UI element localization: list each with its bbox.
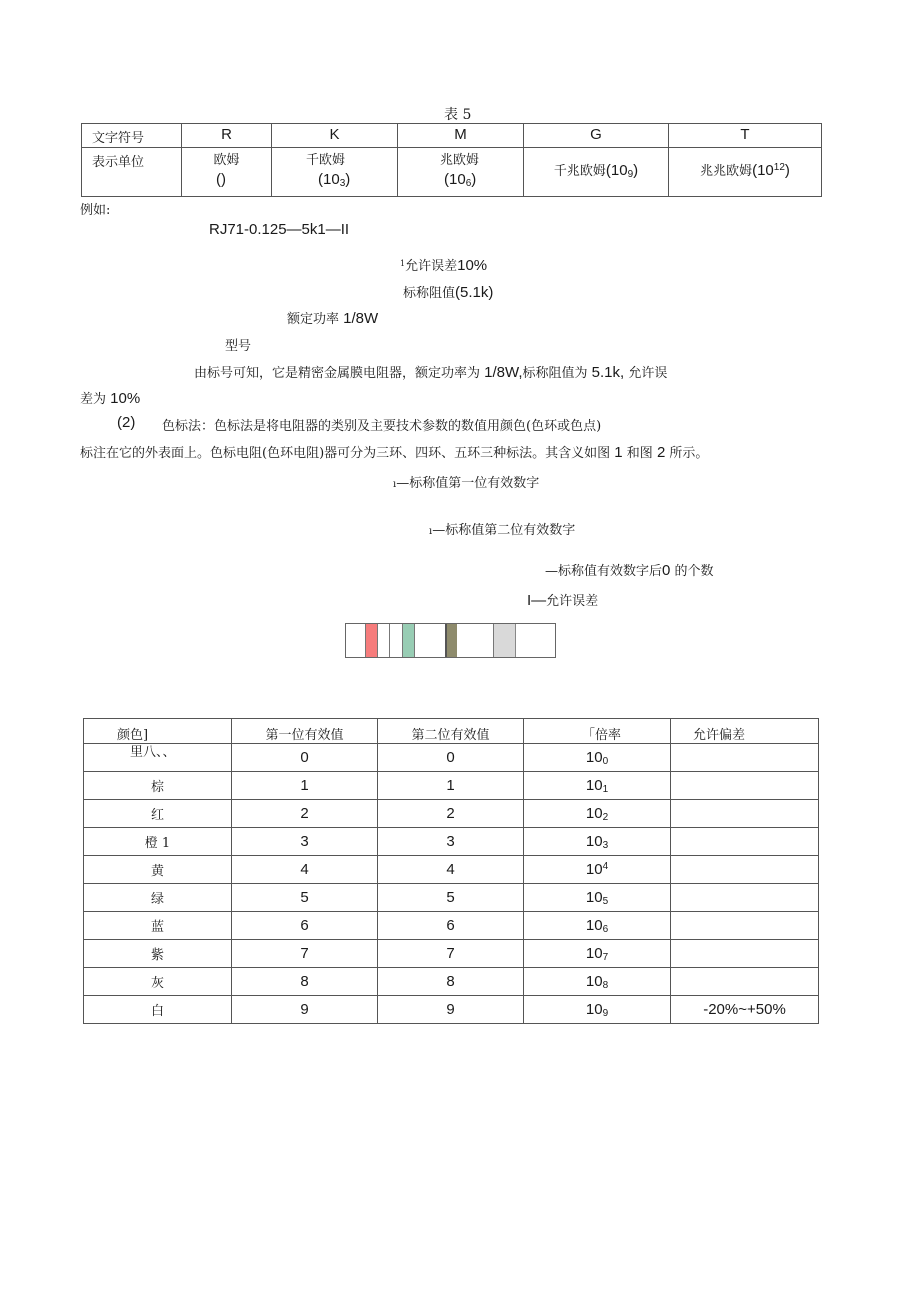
tolerance-cell bbox=[671, 744, 819, 772]
multiplier-cell bbox=[524, 940, 671, 968]
digit2-cell: 9 bbox=[378, 996, 524, 1024]
multiplier-cell bbox=[524, 744, 671, 772]
color-table-row bbox=[84, 940, 819, 968]
color-table-row bbox=[84, 884, 819, 912]
unit-value: $(10_9)$ bbox=[605, 162, 639, 180]
color-name-cell: 蓝 bbox=[84, 912, 232, 940]
header-tolerance: 允许偏差 bbox=[671, 719, 819, 744]
unit-cell bbox=[182, 148, 272, 197]
tolerance-cell bbox=[671, 940, 819, 968]
tolerance-value: 10% bbox=[457, 257, 488, 274]
digit1-cell: 8 bbox=[232, 968, 378, 996]
tolerance-cell bbox=[671, 912, 819, 940]
multiplier-cell bbox=[524, 772, 671, 800]
band-label-4: I—允许误差 bbox=[527, 592, 599, 609]
color-name-cell: 橙 1 bbox=[84, 828, 232, 856]
tolerance-cell bbox=[671, 968, 819, 996]
nominal-text: 标称阻值 bbox=[403, 286, 456, 301]
example-desc-line2: 差为 10% bbox=[80, 390, 141, 407]
color-table-row bbox=[84, 744, 819, 772]
color-method-line1: 色标法：色标法是将电阻器的类别及主要技术参数的数值用颜色(色环或色点) bbox=[162, 419, 602, 434]
header-color: 颜色] bbox=[84, 719, 232, 744]
color-table-row bbox=[84, 968, 819, 996]
multiplier-exponent: 7 bbox=[602, 951, 609, 963]
multiplier-cell bbox=[524, 800, 671, 828]
color-method-line2: 标注在它的外表面上。色标电阻(色环电阻)器可分为三环、四环、五环三种标法。其含义如图 1 和图 2 所示。 bbox=[80, 444, 709, 461]
multiplier-exponent: 9 bbox=[602, 1007, 609, 1019]
symbol-cell: R bbox=[182, 124, 272, 148]
multiplier-base: 10 bbox=[585, 944, 603, 962]
resistor-divider bbox=[389, 624, 390, 657]
unit-cell bbox=[524, 148, 669, 197]
section-number: (2) bbox=[117, 414, 136, 431]
color-table-row bbox=[84, 772, 819, 800]
color-name-cell: 棕 bbox=[84, 772, 232, 800]
digit1-cell: 2 bbox=[232, 800, 378, 828]
color-name-cell: 白 bbox=[84, 996, 232, 1024]
color-name-cell: 红 bbox=[84, 800, 232, 828]
resistor-band-2 bbox=[402, 624, 415, 657]
band-label-3: —标称值有效数字后0 的个数 bbox=[545, 562, 714, 579]
unit-value: () bbox=[216, 171, 226, 188]
unit-cell bbox=[272, 148, 398, 197]
color-table-row bbox=[84, 912, 819, 940]
multiplier-exponent: 8 bbox=[602, 979, 609, 991]
tolerance-cell bbox=[671, 856, 819, 884]
unit-name: 千欧姆 bbox=[306, 153, 346, 168]
tolerance-annotation bbox=[400, 255, 487, 274]
multiplier-cell bbox=[524, 996, 671, 1024]
tolerance-cell: -20%~+50% bbox=[671, 996, 819, 1024]
first-row-note: 里八、、 bbox=[130, 745, 176, 760]
digit2-cell: 3 bbox=[378, 828, 524, 856]
header-digit2: 第二位有效值 bbox=[378, 719, 524, 744]
digit1-cell: 9 bbox=[232, 996, 378, 1024]
digit2-cell: 5 bbox=[378, 884, 524, 912]
symbol-cell: M bbox=[398, 124, 524, 148]
symbol-cell: K bbox=[272, 124, 398, 148]
example-label: 例如: bbox=[80, 203, 111, 218]
band-label-1: ı—标称值第一位有效数字 bbox=[393, 476, 540, 491]
band-label-2: ı—标称值第二位有效数字 bbox=[429, 523, 576, 538]
multiplier-base: 10 bbox=[585, 748, 603, 766]
unit-value: $(10^{12})$ bbox=[752, 162, 790, 179]
multiplier-base: 10 bbox=[585, 972, 603, 990]
example-code: RJ71-0.125—5k1—II bbox=[209, 221, 350, 238]
digit2-cell: 2 bbox=[378, 800, 524, 828]
color-name-cell: 紫 bbox=[84, 940, 232, 968]
unit-name: 欧姆 bbox=[213, 153, 240, 168]
unit-row-label: 表示单位 bbox=[82, 148, 182, 197]
unit-name: 兆欧姆 bbox=[440, 153, 480, 168]
power-value: 1/8W bbox=[343, 310, 379, 327]
nominal-annotation bbox=[403, 282, 493, 301]
nominal-value: (5.1k) bbox=[455, 284, 494, 301]
tolerance-cell bbox=[671, 800, 819, 828]
tolerance-cell bbox=[671, 884, 819, 912]
power-text: 额定功率 bbox=[287, 312, 340, 327]
digit2-cell: 6 bbox=[378, 912, 524, 940]
color-table-row bbox=[84, 996, 819, 1024]
color-name-cell: 绿 bbox=[84, 884, 232, 912]
unit-name: 千兆欧姆 bbox=[553, 164, 606, 179]
color-table-row bbox=[84, 828, 819, 856]
multiplier-base: 10 bbox=[585, 888, 603, 906]
digit1-cell: 4 bbox=[232, 856, 378, 884]
tolerance-cell bbox=[671, 772, 819, 800]
digit1-cell: 7 bbox=[232, 940, 378, 968]
tolerance-text: 允许误差 bbox=[405, 259, 458, 274]
multiplier-cell bbox=[524, 912, 671, 940]
multiplier-exponent: 6 bbox=[602, 923, 609, 935]
table5 bbox=[81, 123, 822, 197]
table5-symbol-row bbox=[82, 124, 822, 148]
multiplier-exponent: 1 bbox=[602, 783, 609, 795]
multiplier-exponent: 4 bbox=[602, 861, 609, 872]
multiplier-base: 10 bbox=[585, 916, 603, 934]
multiplier-cell bbox=[524, 856, 671, 884]
unit-cell bbox=[398, 148, 524, 197]
model-annotation: 型号 bbox=[225, 339, 252, 354]
resistor-band-1 bbox=[365, 624, 378, 657]
table5-unit-row bbox=[82, 148, 822, 197]
multiplier-base: 10 bbox=[585, 861, 603, 878]
digit1-cell: 1 bbox=[232, 772, 378, 800]
multiplier-exponent: 0 bbox=[602, 755, 609, 767]
multiplier-base: 10 bbox=[585, 776, 603, 794]
tolerance-mark: 1 bbox=[400, 259, 406, 268]
color-name-cell: 灰 bbox=[84, 968, 232, 996]
multiplier-cell bbox=[524, 884, 671, 912]
unit-name: 兆兆欧姆 bbox=[700, 164, 753, 179]
multiplier-base: 10 bbox=[585, 804, 603, 822]
multiplier-cell bbox=[524, 968, 671, 996]
unit-value: $(10_3)$ bbox=[318, 171, 351, 189]
header-multiplier: 「倍率 bbox=[524, 719, 671, 744]
unit-cell bbox=[669, 148, 822, 197]
digit2-cell: 8 bbox=[378, 968, 524, 996]
color-code-table bbox=[83, 718, 819, 1024]
unit-value: $(10_6)$ bbox=[444, 171, 477, 189]
symbol-cell: G bbox=[524, 124, 669, 148]
header-digit1: 第一位有效值 bbox=[232, 719, 378, 744]
digit2-cell: 4 bbox=[378, 856, 524, 884]
power-annotation bbox=[287, 308, 378, 327]
color-name-cell: 黄 bbox=[84, 856, 232, 884]
multiplier-exponent: 3 bbox=[602, 839, 609, 851]
digit1-cell: 3 bbox=[232, 828, 378, 856]
multiplier-base: 10 bbox=[585, 1000, 603, 1018]
resistor-band-3 bbox=[445, 624, 457, 657]
table5-caption: 表 5 bbox=[444, 107, 472, 123]
digit1-cell: 6 bbox=[232, 912, 378, 940]
multiplier-cell bbox=[524, 828, 671, 856]
symbol-row-label: 文字符号 bbox=[82, 124, 182, 148]
digit1-cell: 0 bbox=[232, 744, 378, 772]
symbol-cell: T bbox=[669, 124, 822, 148]
color-table-header bbox=[84, 719, 819, 744]
multiplier-exponent: 5 bbox=[602, 895, 609, 907]
resistor-band-4 bbox=[494, 624, 516, 657]
digit1-cell: 5 bbox=[232, 884, 378, 912]
example-desc-line1: 由标号可知，它是精密金属膜电阻器，额定功率为 1/8W,标称阻值为 5.1k, 允许误 bbox=[194, 364, 668, 381]
resistor-diagram bbox=[345, 623, 556, 658]
multiplier-exponent: 2 bbox=[602, 811, 609, 823]
tolerance-cell bbox=[671, 828, 819, 856]
color-table-row bbox=[84, 800, 819, 828]
digit2-cell: 1 bbox=[378, 772, 524, 800]
multiplier-base: 10 bbox=[585, 832, 603, 850]
digit2-cell: 0 bbox=[378, 744, 524, 772]
digit2-cell: 7 bbox=[378, 940, 524, 968]
color-table-row bbox=[84, 856, 819, 884]
color-table-body bbox=[84, 744, 819, 1024]
